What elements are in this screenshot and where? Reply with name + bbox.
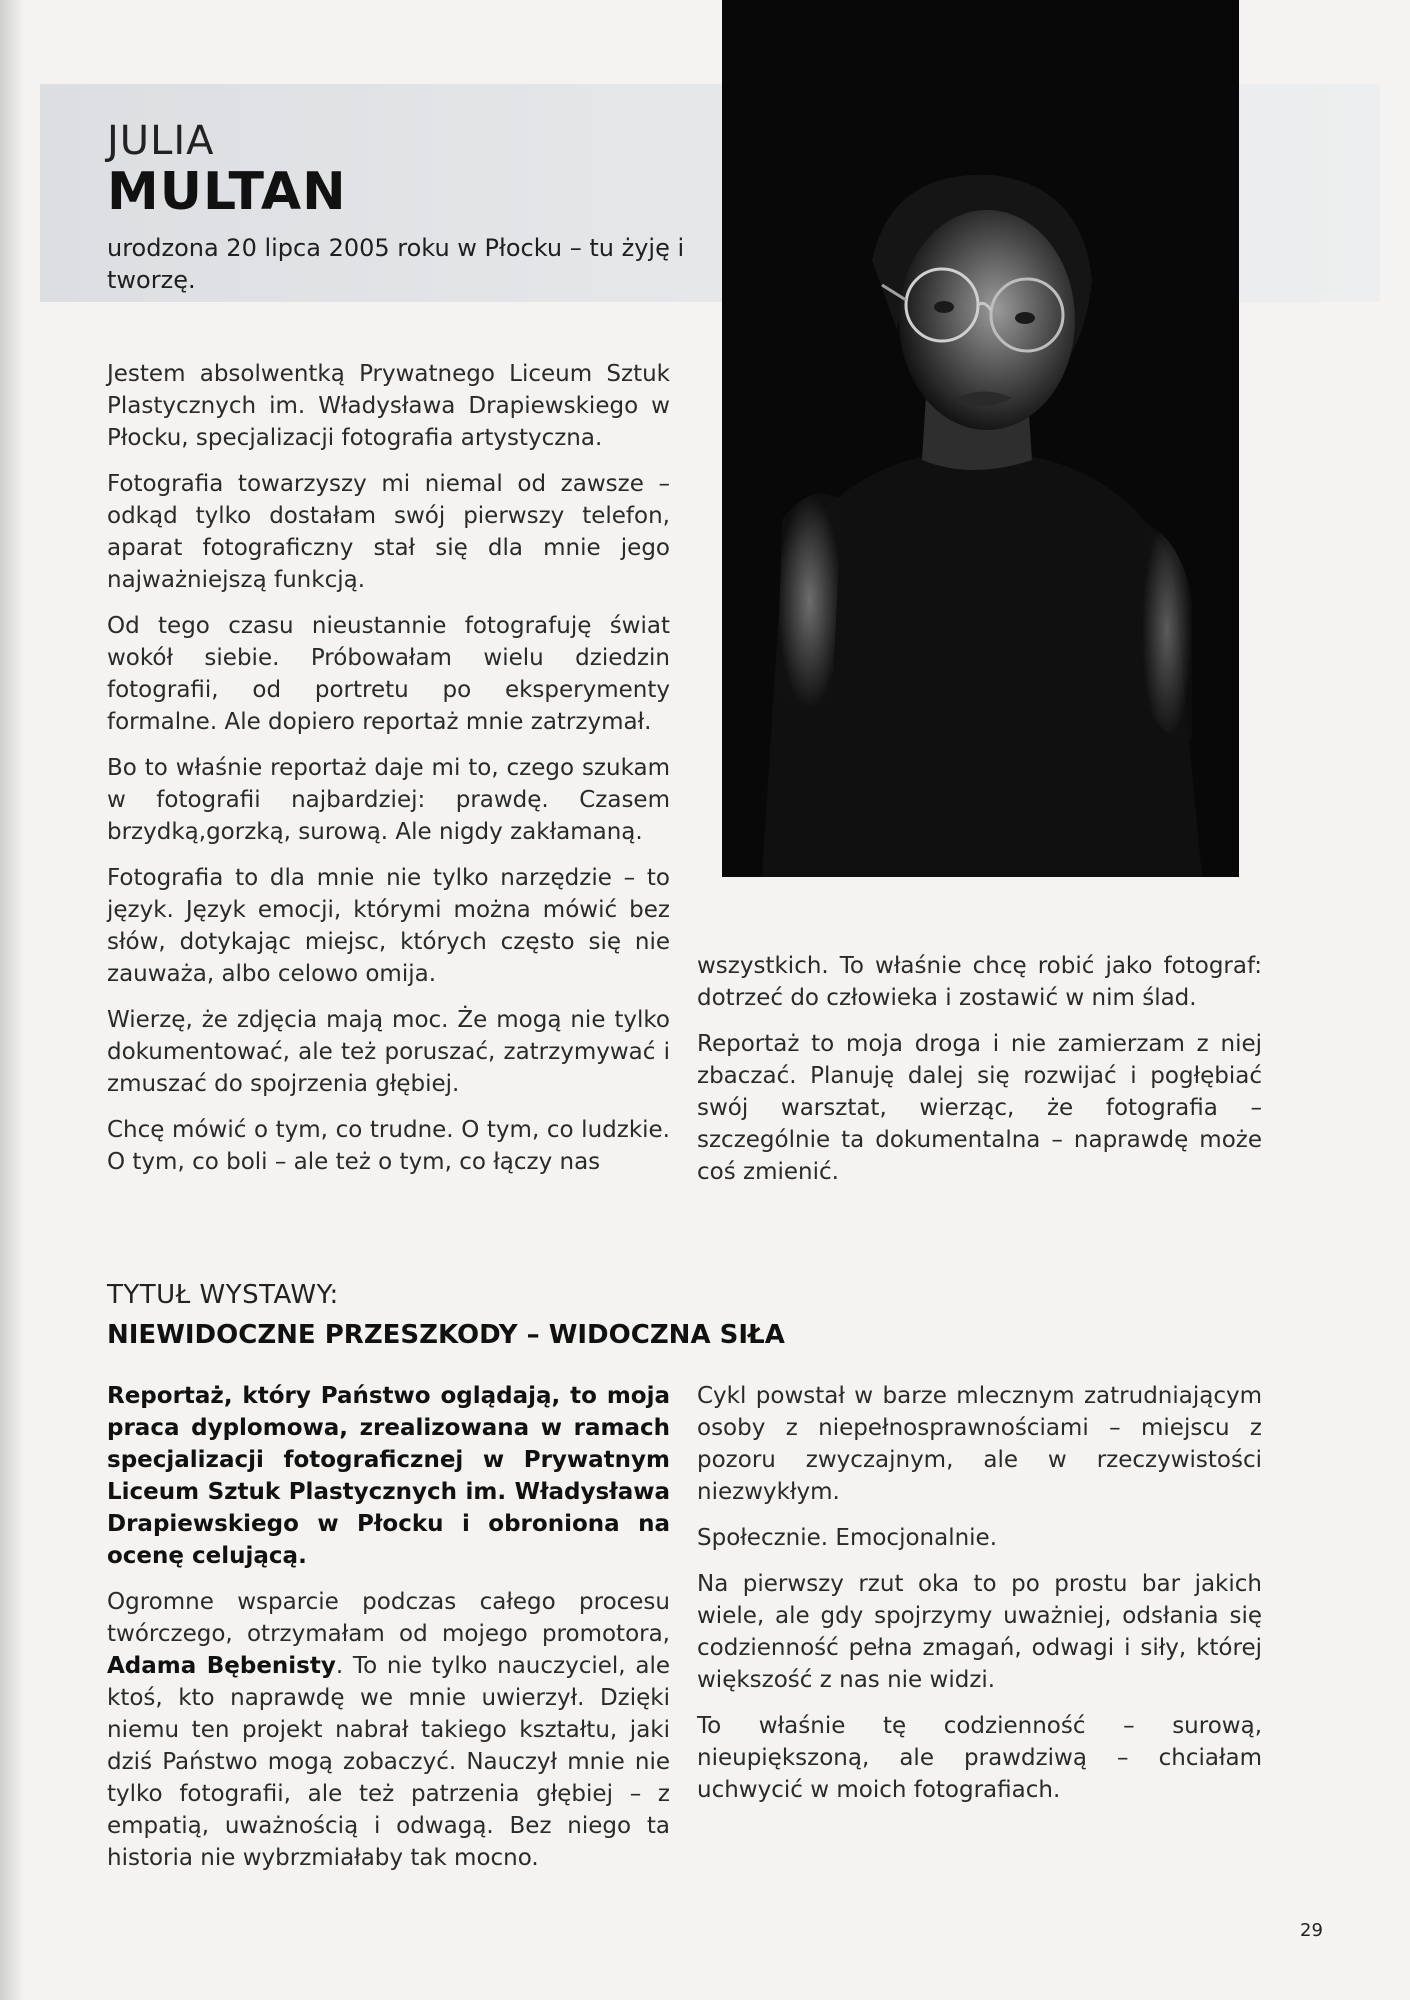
bio-paragraph: Fotografia to dla mnie nie tylko narzędzie – to język. Język emocji, którymi można mówić bez słów, dotykając miejsc, których często się nie zauważa, albo celowo omija. bbox=[107, 865, 670, 987]
page-number: 29 bbox=[1300, 1920, 1323, 1941]
author-portrait-photo bbox=[722, 0, 1239, 877]
portrait-illustration bbox=[722, 0, 1239, 877]
exhibition-paragraph: Społecznie. Emocjonalnie. bbox=[697, 1525, 998, 1551]
promoter-name: Adama Bębenisty bbox=[107, 1653, 336, 1679]
exhibition-column-right bbox=[697, 1380, 1262, 1820]
exhibition-paragraph: Na pierwszy rzut oka to po prostu bar jakich wiele, ale gdy spojrzymy uważniej, odsłania się codzienność pełna zmagań, odwagi i siły, której większość z nas nie widzi. bbox=[697, 1571, 1262, 1693]
bio-paragraph: Od tego czasu nieustannie fotografuję świat wokół siebie. Próbowałam wielu dziedzin fotografii, od portretu po eksperymenty formalne. Ale dopiero reportaż mnie zatrzymał. bbox=[107, 613, 670, 735]
bio-paragraph: Reportaż to moja droga i nie zamierzam z niej zbaczać. Planuję dalej się rozwijać i pogłębiać swój warsztat, wierząc, że fotografia – szczególnie ta dokumentalna – naprawdę może coś zmienić. bbox=[697, 1031, 1262, 1185]
support-text-after: . To nie tylko nauczyciel, ale ktoś, kto naprawdę we mnie uwierzył. Dzięki niemu ten projekt nabrał takiego kształtu, jaki dziś Państwo mogą zobaczyć. Nauczył mnie nie tylko fotografii, ale też patrzenia głębiej – z empatią, uważnością i odwagą. Bez niego ta historia nie wybrzmiałaby tak mocno. bbox=[107, 1653, 670, 1871]
book-spine-shadow bbox=[0, 0, 24, 2000]
exhibition-column-left bbox=[107, 1380, 670, 1888]
exhibition-label: TYTUŁ WYSTAWY: bbox=[107, 1280, 339, 1310]
bio-column-left bbox=[107, 358, 670, 1192]
author-birth-line: urodzona 20 lipca 2005 roku w Płocku – tu żyję i tworzę. bbox=[107, 234, 685, 294]
author-last-name: MULTAN bbox=[107, 162, 347, 222]
bio-paragraph: Wierzę, że zdjęcia mają moc. Że mogą nie tylko dokumentować, ale też poruszać, zatrzymywać i zmuszać do spojrzenia głębiej. bbox=[107, 1007, 670, 1097]
bio-column-right bbox=[697, 950, 1262, 1202]
exhibition-title: NIEWIDOCZNE PRZESZKODY – WIDOCZNA SIŁA bbox=[107, 1320, 785, 1350]
bio-paragraph: Chcę mówić o tym, co trudne. O tym, co ludzkie. O tym, co boli – ale też o tym, co łączy nas bbox=[107, 1117, 670, 1175]
exhibition-support-paragraph bbox=[107, 1586, 670, 1874]
exhibition-paragraph: Cykl powstał w barze mlecznym zatrudniającym osoby z niepełnosprawnościami – miejscu z pozoru zwyczajnym, ale w rzeczywistości niezwykłym. bbox=[697, 1383, 1262, 1505]
bio-paragraph: Jestem absolwentką Prywatnego Liceum Sztuk Plastycznych im. Władysława Drapiewskiego w Płocku, specjalizacji fotografia artystyczna. bbox=[107, 361, 670, 451]
bio-paragraph: Bo to właśnie reportaż daje mi to, czego szukam w fotografii najbardziej: prawdę. Czasem brzydką,gorzką, surową. Ale nigdy zakłamaną. bbox=[107, 755, 670, 845]
exhibition-paragraph: To właśnie tę codzienność – surową, nieupiększoną, ale prawdziwą – chciałam uchwycić w moich fotografiach. bbox=[697, 1713, 1262, 1803]
exhibition-lead: Reportaż, który Państwo oglądają, to moja praca dyplomowa, zrealizowana w ramach specjalizacji fotograficznej w Prywatnym Liceum Sztuk Plastycznych im. Władysława Drapiewskiego w Płocku i obroniona na ocenę celującą. bbox=[107, 1383, 670, 1569]
bio-paragraph: wszystkich. To właśnie chcę robić jako fotograf: dotrzeć do człowieka i zostawić w nim ślad. bbox=[697, 953, 1262, 1011]
bio-paragraph: Fotografia towarzyszy mi niemal od zawsze – odkąd tylko dostałam swój pierwszy telefon, aparat fotograficzny stał się dla mnie jego najważniejszą funkcją. bbox=[107, 471, 670, 593]
support-text-before: Ogromne wsparcie podczas całego procesu twórczego, otrzymałam od mojego promotora, bbox=[107, 1589, 670, 1647]
author-first-name: JULIA bbox=[107, 118, 215, 164]
